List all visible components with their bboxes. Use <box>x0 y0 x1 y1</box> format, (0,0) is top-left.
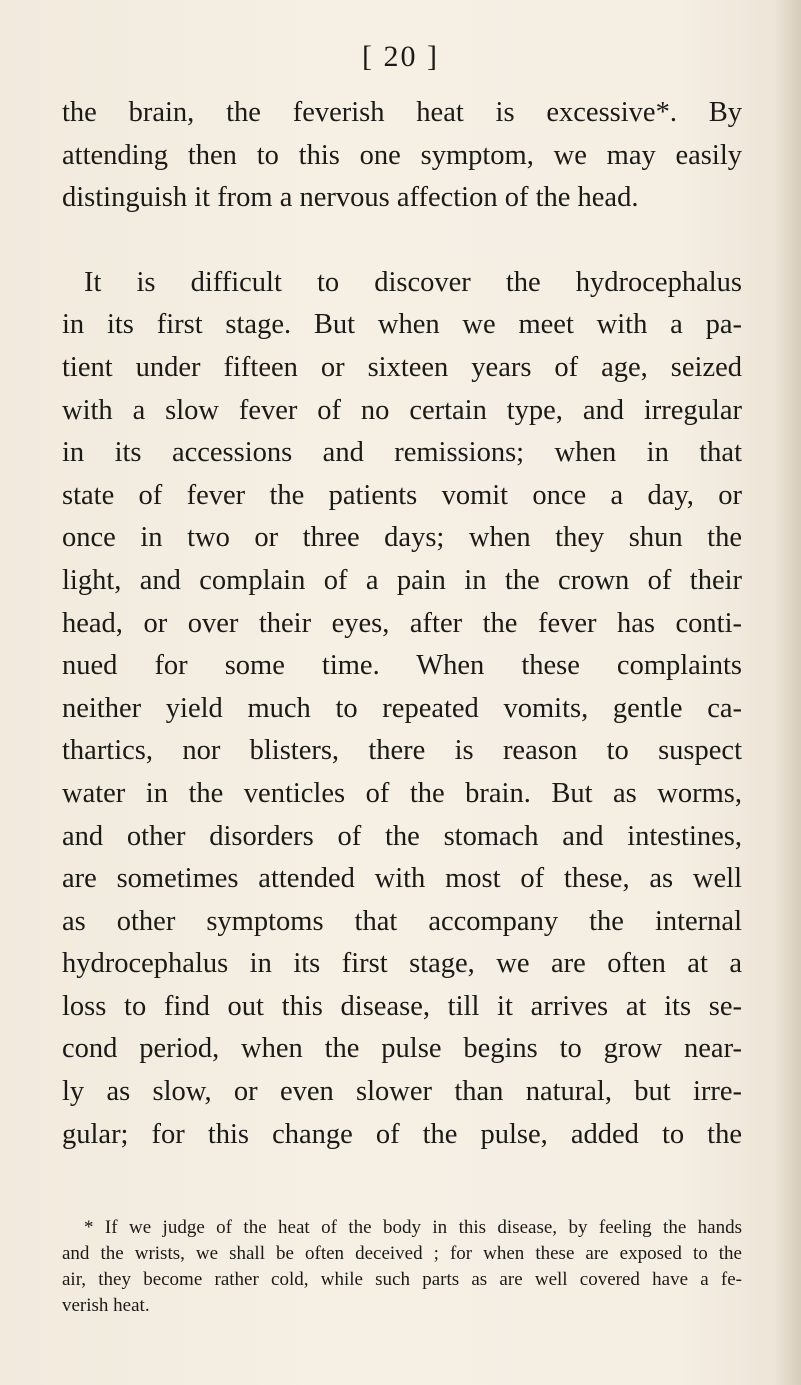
text-line: cond period, when the pulse begins to grow near- <box>62 1033 742 1065</box>
text-line: gular; for this change of the pulse, added to the <box>62 1118 742 1150</box>
text-line: water in the venticles of the brain. But as worms, <box>62 777 742 809</box>
text-line: thartics, nor blisters, there is reason to suspect <box>62 735 742 767</box>
text-line: tient under fifteen or sixteen years of age, seized <box>62 351 742 383</box>
text-line: head, or over their eyes, after the fever has conti- <box>62 607 742 639</box>
page-number: [ 20 ] <box>362 40 439 73</box>
text-line: as other symptoms that accompany the internal <box>62 905 742 937</box>
footnote-line: air, they become rather cold, while such parts as are well covered have a fe- <box>62 1269 742 1290</box>
text-line: neither yield much to repeated vomits, gentle ca- <box>62 692 742 724</box>
text-line: in its first stage. But when we meet with a pa- <box>62 309 742 341</box>
text-line: are sometimes attended with most of these, as well <box>62 863 742 895</box>
text-line: ly as slow, or even slower than natural, but irre- <box>62 1076 742 1108</box>
text-line: hydrocephalus in its first stage, we are often at a <box>62 948 742 980</box>
text-line: distinguish it from a nervous affection of the head. <box>62 182 639 214</box>
text-line: and other disorders of the stomach and intestines, <box>62 820 742 852</box>
text-line: It is difficult to discover the hydrocephalus <box>84 266 742 298</box>
page-edge-shadow <box>773 0 801 1385</box>
text-line: light, and complain of a pain in the crown of their <box>62 564 742 596</box>
text-line: in its accessions and remissions; when in that <box>62 437 742 469</box>
footnote-line: * If we judge of the heat of the body in this disease, by feeling the hands <box>84 1217 742 1238</box>
text-line: once in two or three days; when they shun the <box>62 522 742 554</box>
main-text <box>62 92 742 1156</box>
footnote-line: and the wrists, we shall be often deceived ; for when these are exposed to the <box>62 1243 742 1264</box>
text-line: loss to find out this disease, till it arrives at its se- <box>62 990 742 1022</box>
text-line: with a slow fever of no certain type, and irregular <box>62 394 742 426</box>
paragraph-gap <box>62 220 742 262</box>
text-line: attending then to this one symptom, we may easily <box>62 139 742 171</box>
footnote <box>62 1215 742 1319</box>
text-line: the brain, the feverish heat is excessive*. By <box>62 97 742 128</box>
footnote-line: verish heat. <box>62 1295 150 1316</box>
text-line: state of fever the patients vomit once a day, or <box>62 479 742 511</box>
text-line: nued for some time. When these complaints <box>62 650 742 682</box>
